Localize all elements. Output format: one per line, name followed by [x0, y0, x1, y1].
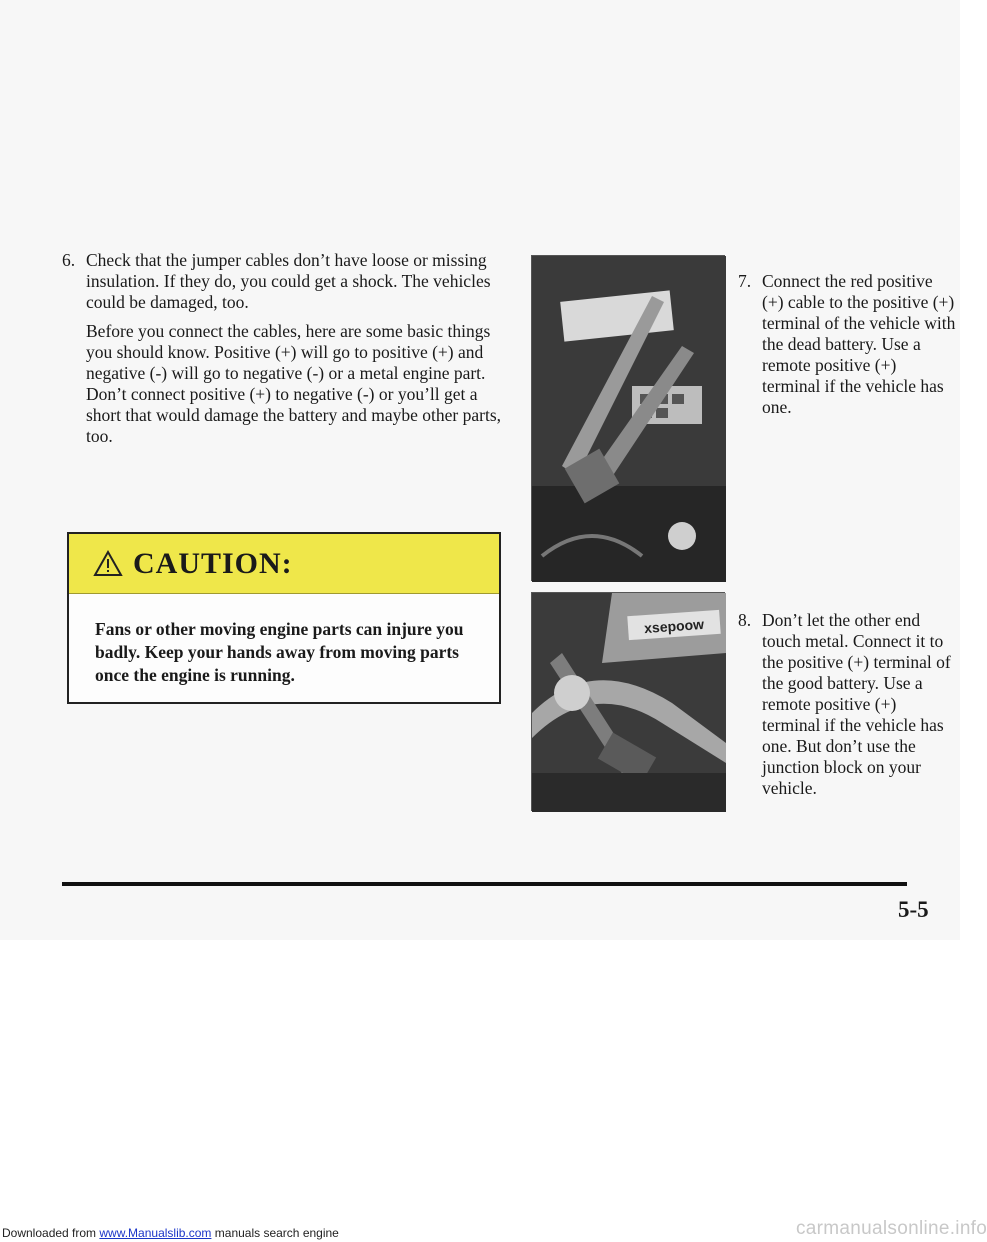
footer-suffix: manuals search engine	[211, 1226, 339, 1240]
step-6-paragraph-1: Check that the jumper cables don’t have loose or missing insulation. If they do, you could get a shock. The vehicles could be damaged, too.	[86, 250, 491, 312]
download-footer	[2, 1226, 339, 1240]
warning-triangle-icon	[93, 550, 123, 577]
caution-header	[69, 534, 499, 594]
step-8	[738, 610, 957, 799]
battery-terminal-image	[532, 593, 726, 812]
engine-bay-clamp-photo	[531, 255, 725, 581]
jumper-clamp-image	[532, 256, 726, 582]
step-6	[62, 250, 512, 447]
battery-clamp-photo	[531, 592, 725, 811]
page-number: 5-5	[898, 897, 929, 922]
step-7-text: Connect the red positive (+) cable to the positive (+) terminal of the vehicle with the dead battery. Use a remote positive (+) terminal if the vehicle has one.	[762, 271, 956, 417]
step-number: 6.	[62, 250, 76, 270]
footer-prefix: Downloaded from	[2, 1226, 100, 1240]
step-7	[738, 271, 957, 418]
caution-title: CAUTION:	[133, 546, 293, 580]
step-number: 8.	[738, 610, 752, 630]
watermark: carmanualsonline.info	[796, 1218, 987, 1239]
caution-box	[67, 532, 501, 704]
footer-rule	[62, 882, 907, 886]
battery-label: xsepoow	[643, 615, 705, 637]
step-6-paragraph-2: Before you connect the cables, here are some basic things you should know. Positive (+) will go to positive (+) and negative (-) will go to negative (-) or a metal engine part. Don’t connect positive (+) to negative (-) or you’ll get a short that would damage the battery and maybe other parts, too.	[86, 321, 502, 446]
manualslib-link[interactable]: www.Manualslib.com	[99, 1226, 212, 1240]
caution-text: Fans or other moving engine parts can injure you badly. Keep your hands away from moving parts once the engine is running.	[95, 619, 464, 685]
step-8-text: Don’t let the other end touch metal. Connect it to the positive (+) terminal of the good battery. Use a remote positive (+) terminal if the vehicle has one. But don’t use the junction block on your vehicle.	[762, 610, 951, 798]
step-number: 7.	[738, 271, 752, 291]
